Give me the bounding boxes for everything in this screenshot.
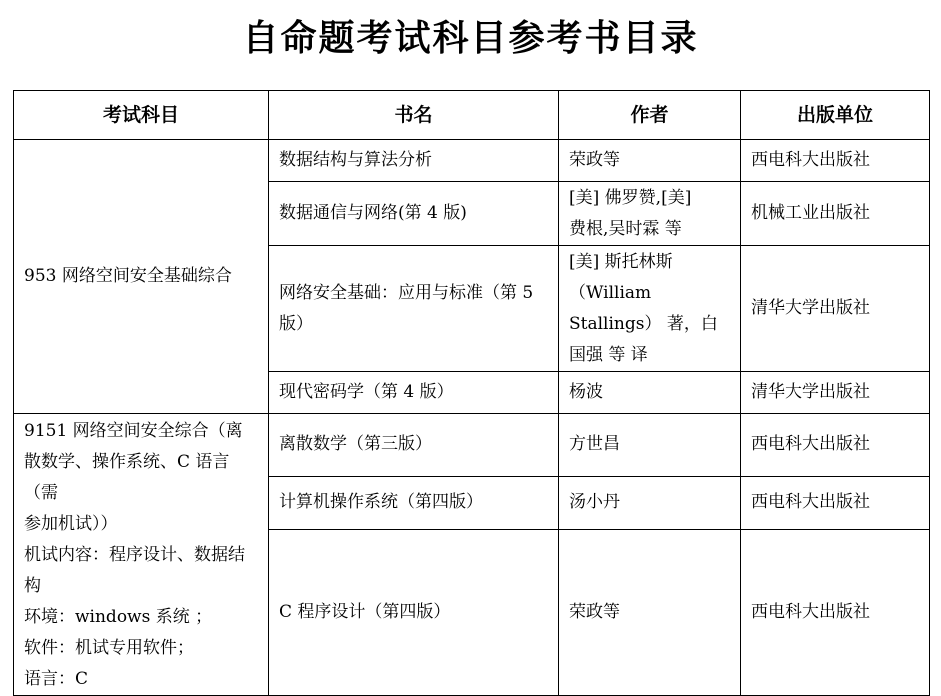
reference-book-table [13,90,930,696]
header-subject: 考试科目 [14,91,269,140]
author-line: （William [569,282,652,303]
author-cell: 杨波 [559,372,741,414]
table-row [14,414,930,477]
subject-cell-953: 953 网络空间安全基础综合 [14,140,269,414]
subject-line: 软件：机试专用软件； [24,638,194,658]
book-cell: 数据通信与网络(第 4 版) [269,182,559,246]
book-cell: 计算机操作系统（第四版） [269,476,559,529]
author-cell [559,182,741,246]
book-cell: C 程序设计（第四版） [269,529,559,695]
publisher-cell: 机械工业出版社 [741,182,930,246]
subject-line: 9151 网络空间安全综合（离 [24,421,243,441]
author-line: 国强 等 译 [569,344,648,365]
header-publisher: 出版单位 [741,91,930,140]
book-cell: 现代密码学（第 4 版） [269,372,559,414]
publisher-cell: 西电科大出版社 [741,529,930,695]
table-row [14,140,930,182]
author-cell: 荣政等 [559,140,741,182]
book-line: 网络安全基础：应用与标准（第 5 [279,282,534,303]
book-cell: 数据结构与算法分析 [269,140,559,182]
subject-cell-9151 [14,414,269,696]
author-line: Stallings） 著，白 [569,313,718,334]
subject-line: 环境：windows 系统 ； [24,607,213,627]
header-book: 书名 [269,91,559,140]
author-line: 费根,吴时霖 等 [569,218,682,239]
author-line: [美] 佛罗赞,[美] [569,187,692,208]
author-cell: 汤小丹 [559,476,741,529]
book-line: 版） [279,313,313,334]
table-header-row [14,91,930,140]
author-cell: 荣政等 [559,529,741,695]
publisher-cell: 西电科大出版社 [741,476,930,529]
publisher-cell: 西电科大出版社 [741,414,930,477]
book-cell [269,246,559,372]
header-author: 作者 [559,91,741,140]
subject-line: 构 [24,576,41,596]
author-line: [美] 斯托林斯 [569,251,673,272]
publisher-cell: 西电科大出版社 [741,140,930,182]
subject-line: 参加机试）） [24,514,118,534]
publisher-cell: 清华大学出版社 [741,246,930,372]
publisher-cell: 清华大学出版社 [741,372,930,414]
author-cell [559,246,741,372]
page-title: 自命题考试科目参考书目录 [242,18,699,59]
subject-line: 机试内容：程序设计、数据结 [24,545,245,565]
subject-line: 散数学、操作系统、C 语言（需 [24,452,230,503]
book-cell: 离散数学（第三版） [269,414,559,477]
author-cell: 方世昌 [559,414,741,477]
subject-line: 语言：C [24,669,89,689]
